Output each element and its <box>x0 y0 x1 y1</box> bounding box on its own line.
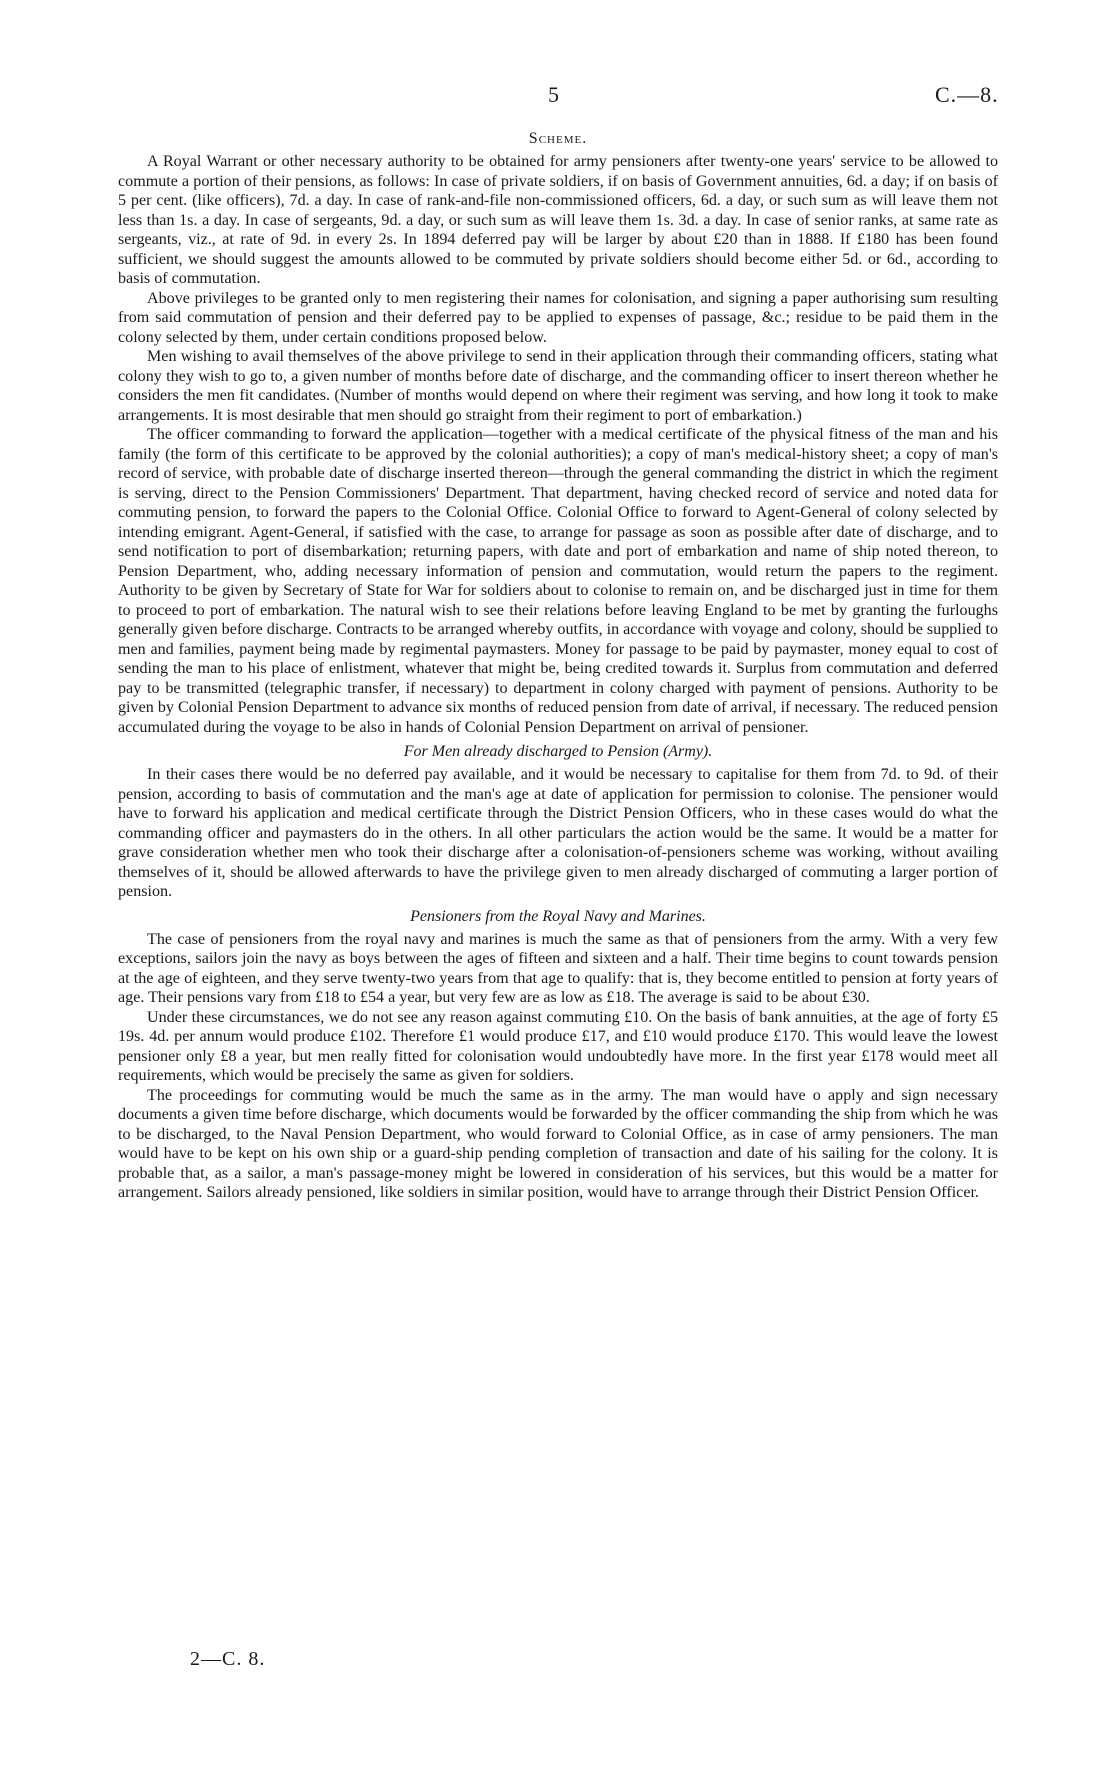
paragraph: The proceedings for commuting would be much the same as in the army. The man would have o apply and sign necessary documents a given time before discharge, which documents would be forwarded by the officer commanding the ship from which he was to be discharged, to the Naval Pension Department, who would forward to Colonial Office, as in case of army pensioners. The man would have to be kept on his own ship or a guard-ship pending completion of transaction and date of his sailing for the colony. It is probable that, as a sailor, a man's passage-money might be lowered in consideration of his services, but this would be a matter for arrangement. Sailors already pensioned, like soldiers in similar position, would have to arrange through their District Pension Officer. <box>118 1086 998 1201</box>
paragraph: Above privileges to be granted only to men registering their names for colonisation, and signing a paper authorising sum resulting from said commutation of pension and their deferred pay to be applied to expenses of passage, &c.; residue to be paid them in the colony selected by them, under certain conditions proposed below. <box>118 289 998 346</box>
section-heading-navy-marines: Pensioners from the Royal Navy and Marines. <box>410 907 706 925</box>
section-heading-men-discharged: For Men already discharged to Pension (Army). <box>403 743 713 760</box>
page-number: 5 <box>548 82 559 107</box>
document-body <box>118 130 998 1203</box>
section-heading-scheme: Scheme. <box>528 130 588 147</box>
paragraph: The officer commanding to forward the application—together with a medical certificate of the physical fitness of the man and his family (the form of this certificate to be approved by the colonial authorities); a copy of man's medical-history sheet; a copy of man's record of service, with probable date of discharge inserted thereon—through the general commanding the district in which the regiment is serving, direct to the Pension Commissioners' Department. That department, having checked record of service and noted data for commuting pension, to forward the papers to the Colonial Office. Colonial Office to forward to Agent-General of colony selected by intending emigrant. Agent-General, if satisfied with the case, to arrange for passage as soon as possible after date of discharge, and to send notification to port of disembarkation; returning papers, with date and port of embarkation and name of ship noted thereon, to Pension Department, who, adding necessary information of pension and commutation, would return the papers to the regiment. Authority to be given by Secretary of State for War for soldiers about to colonise to remain on, and be discharged just in time for them to proceed to port of embarkation. The natural wish to see their relations before leaving England to be met by granting the furloughs generally given before discharge. Contracts to be arranged whereby outfits, in accordance with voyage and colony, should be supplied to men and families, payment being made by regimental paymasters. Money for passage to be paid by paymaster, money equal to cost of sending the man to his place of enlistment, whatever that might be, being credited towards it. Surplus from commutation and deferred pay to be transmitted (telegraphic transfer, if necessary) to department in colony charged with payment of pensions. Authority to be given by Colonial Pension Department to advance six months of reduced pension from date of arrival, if necessary. The reduced pension accumulated during the voyage to be also in hands of Colonial Pension Department on arrival of pensioner. <box>118 426 998 736</box>
section-scheme <box>118 130 998 737</box>
paper-code: C.—8. <box>935 82 999 107</box>
paragraph: In their cases there would be no deferred pay available, and it would be necessary to capitalise for them from 7d. to 9d. of their pension, according to basis of commutation and the man's age at date of application for permission to colonise. The pensioner would have to forward his application and medical certificate through the District Pension Officers, who in these cases would do what the commanding officer and paymasters do in the others. In all other particulars the action would be the same. It would be a matter for grave consideration whether men who took their discharge after a colonisation-of-pensioners scheme was working, without availing themselves of it, should be allowed afterwards to have the privilege given to men already discharged of commuting a larger portion of pension. <box>118 766 998 900</box>
paragraph: Under these circumstances, we do not see any reason against commuting £10. On the basis of bank annuities, at the age of forty £5 19s. 4d. per annum would produce £102. Therefore £1 would produce £17, and £10 would produce £170. This would leave the lowest pensioner only £8 a year, but men really fitted for colonisation would undoubtedly have more. In the first year £178 would meet all requirements, which would be precisely the same as given for soldiers. <box>118 1008 998 1084</box>
section-navy-marines <box>118 908 998 1203</box>
section-men-discharged-army <box>118 743 998 902</box>
paragraph: The case of pensioners from the royal navy and marines is much the same as that of pensioners from the army. With a very few exceptions, sailors join the navy as boys between the ages of fifteen and sixteen and a half. Their time begins to count towards pension at the age of eighteen, and they serve twenty-two years from that age to qualify: that is, they become entitled to pension at forty years of age. Their pensions vary from £18 to £54 a year, but very few are as low as £18. The average is said to be about £30. <box>118 930 998 1006</box>
signature-mark: 2—C. 8. <box>190 1648 266 1670</box>
paragraph: A Royal Warrant or other necessary authority to be obtained for army pensioners after twenty-one years' service to be allowed to commute a portion of their pensions, as follows: In case of private soldiers, if on basis of Government annuities, 6d. a day; if on basis of 5 per cent. (like officers), 7d. a day. In case of rank-and-file non-commissioned officers, 6d. a day, or such sum as will leave them not less than 1s. a day. In case of sergeants, 9d. a day, or such sum as will leave them 1s. 3d. a day. In case of senior ranks, at same rate as sergeants, viz., at rate of 9d. in every 2s. In 1894 deferred pay will be larger by about £20 than in 1888. If £180 has been found sufficient, we should suggest the amounts allowed to be commuted by private soldiers should become either 5d. or 6d., according to basis of commutation. <box>118 153 998 287</box>
paragraph: Men wishing to avail themselves of the above privilege to send in their application through their commanding officers, stating what colony they wish to go to, a given number of months before date of discharge, and the commanding officer to insert thereon whether he considers the men fit candidates. (Number of months would depend on where their regiment was serving, and how long it took to make arrangements. It is most desirable that men should go straight from their regiment to port of embarkation.) <box>118 348 998 424</box>
